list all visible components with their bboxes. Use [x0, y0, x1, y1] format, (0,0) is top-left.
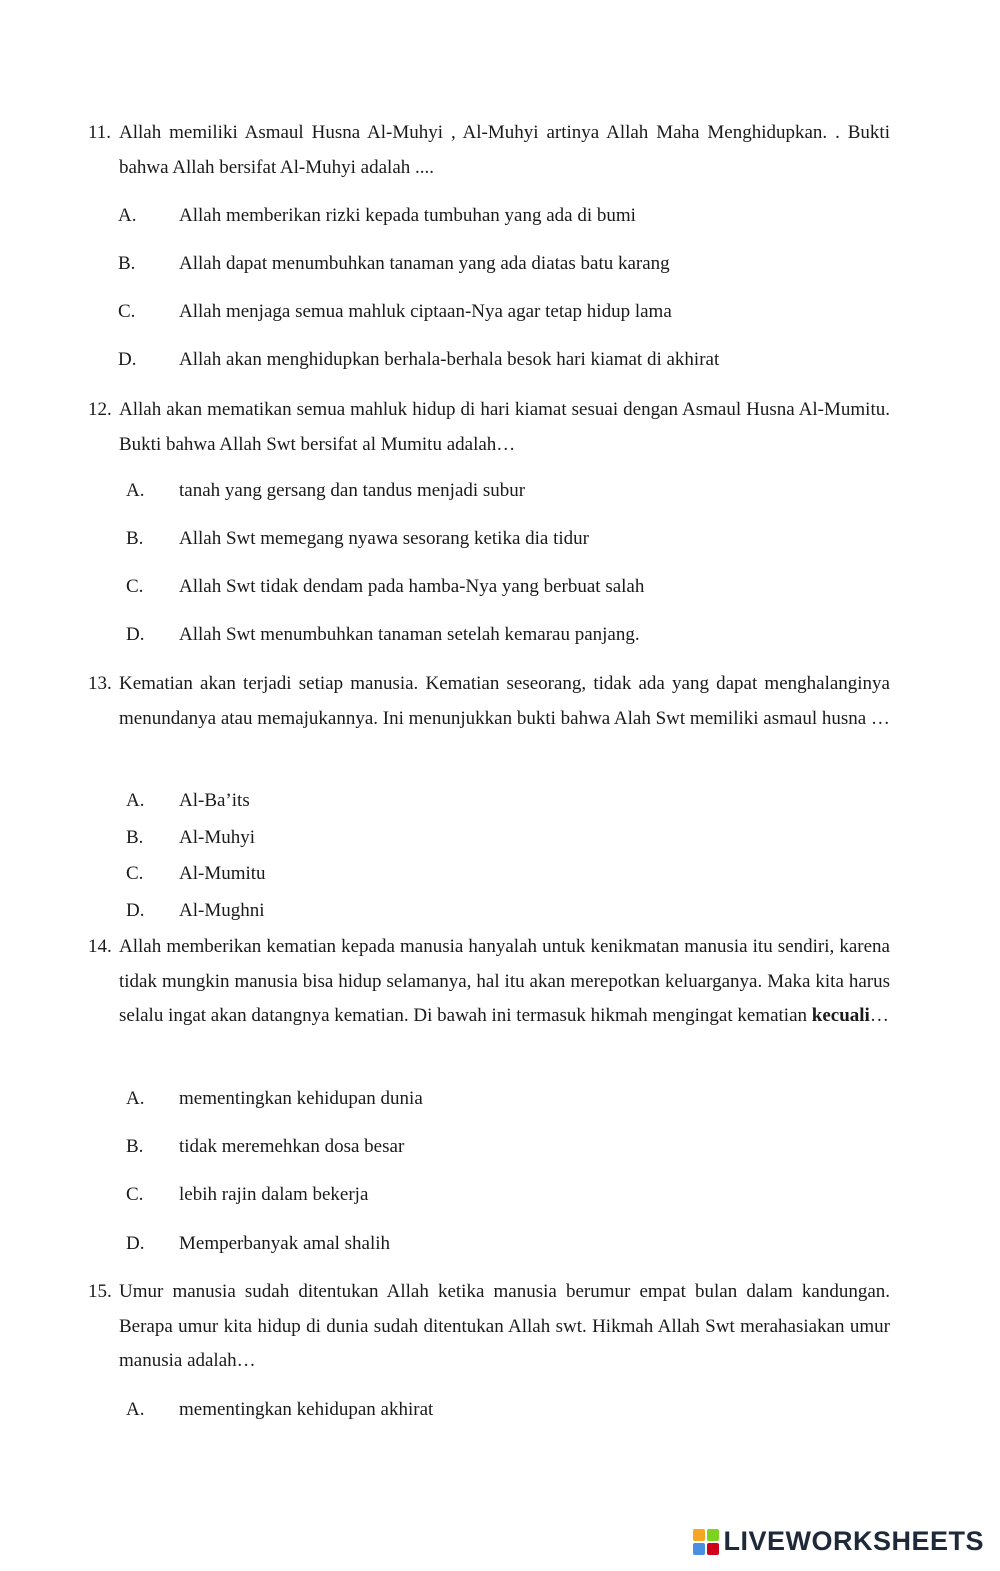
question-text-bold: kecuali — [811, 1005, 870, 1026]
logo-square — [707, 1529, 719, 1541]
option-letter: A. — [118, 205, 137, 226]
option-letter: A. — [126, 1088, 145, 1109]
question-text: Kematian akan terjadi setiap manusia. Kematian seseorang, tidak ada yang dapat menghalanginya menundanya atau memajukannya. Ini menunjukkan bukti bahwa Alah Swt memiliki asmaul husna … — [119, 673, 890, 729]
option-letter: C. — [126, 576, 144, 597]
question-number: 12. — [88, 399, 112, 420]
option-text: tanah yang gersang dan tandus menjadi subur — [179, 480, 526, 501]
option-text: lebih rajin dalam bekerja — [179, 1184, 369, 1205]
option-letter: A. — [126, 1399, 145, 1420]
option-letter: C. — [126, 863, 144, 884]
option-text: Al-Mughni — [179, 900, 265, 921]
question-14 — [88, 930, 890, 1034]
question-number: 13. — [88, 673, 112, 694]
question-text-tail: … — [869, 1005, 889, 1026]
option-letter: D. — [126, 900, 145, 921]
option-text: Al-Muhyi — [179, 827, 255, 848]
option-text: Allah Swt tidak dendam pada hamba-Nya yang berbuat salah — [179, 576, 645, 597]
question-13 — [88, 667, 890, 736]
question-text: Umur manusia sudah ditentukan Allah ketika manusia berumur empat bulan dalam kandungan. Berapa umur kita hidup di dunia sudah ditentukan Allah swt. Hikmah Allah Swt merahasiakan umur manusia adalah… — [119, 1281, 890, 1371]
question-11 — [88, 116, 890, 185]
logo-square — [707, 1543, 719, 1555]
liveworksheets-logo-icon — [693, 1529, 719, 1555]
question-number: 15. — [88, 1281, 112, 1302]
option-letter: C. — [126, 1184, 144, 1205]
option-text: mementingkan kehidupan dunia — [179, 1088, 423, 1109]
option-letter: C. — [118, 301, 136, 322]
question-number: 14. — [88, 936, 112, 957]
question-text: Allah memiliki Asmaul Husna Al-Muhyi , Al-Muhyi artinya Allah Maha Menghidupkan. . Bukti bahwa Allah bersifat Al-Muhyi adalah .... — [119, 122, 890, 178]
option-text: Allah Swt memegang nyawa sesorang ketika dia tidur — [179, 528, 589, 549]
option-text: mementingkan kehidupan akhirat — [179, 1399, 434, 1420]
question-text — [119, 930, 890, 1034]
option-text: Al-Mumitu — [179, 863, 266, 884]
option-letter: B. — [126, 1136, 144, 1157]
option-text: Allah memberikan rizki kepada tumbuhan yang ada di bumi — [179, 205, 636, 226]
option-text: Allah menjaga semua mahluk ciptaan-Nya agar tetap hidup lama — [179, 301, 672, 322]
logo-square — [693, 1529, 705, 1541]
liveworksheets-logo[interactable] — [693, 1526, 984, 1557]
question-number: 11. — [88, 122, 112, 143]
option-letter: B. — [126, 528, 144, 549]
logo-square — [693, 1543, 705, 1555]
option-letter: D. — [126, 624, 145, 645]
option-letter: A. — [126, 790, 145, 811]
option-text: Memperbanyak amal shalih — [179, 1233, 391, 1254]
question-12 — [88, 393, 890, 462]
option-text: Al-Ba’its — [179, 790, 250, 811]
option-letter: B. — [126, 827, 144, 848]
question-text: Allah akan mematikan semua mahluk hidup di hari kiamat sesuai dengan Asmaul Husna Al-Mumitu. Bukti bahwa Allah Swt bersifat al Mumitu adalah… — [119, 399, 890, 455]
option-letter: A. — [126, 480, 145, 501]
option-letter: D. — [118, 349, 137, 370]
question-text-main: Allah memberikan kematian kepada manusia hanyalah untuk kenikmatan manusia itu sendiri, karena tidak mungkin manusia bisa hidup selamanya, hal itu akan merepotkan keluarganya. Maka kita harus selalu ingat akan datangnya kematian. Di bawah ini termasuk hikmah mengingat kematian — [119, 936, 890, 1026]
option-text: Allah Swt menumbuhkan tanaman setelah kemarau panjang. — [179, 624, 640, 645]
option-text: tidak meremehkan dosa besar — [179, 1136, 405, 1157]
brand-name: LIVEWORKSHEETS — [723, 1526, 984, 1556]
option-text: Allah akan menghidupkan berhala-berhala besok hari kiamat di akhirat — [179, 349, 720, 370]
option-letter: D. — [126, 1233, 145, 1254]
option-letter: B. — [118, 253, 136, 274]
option-text: Allah dapat menumbuhkan tanaman yang ada diatas batu karang — [179, 253, 670, 274]
question-15 — [88, 1275, 890, 1379]
